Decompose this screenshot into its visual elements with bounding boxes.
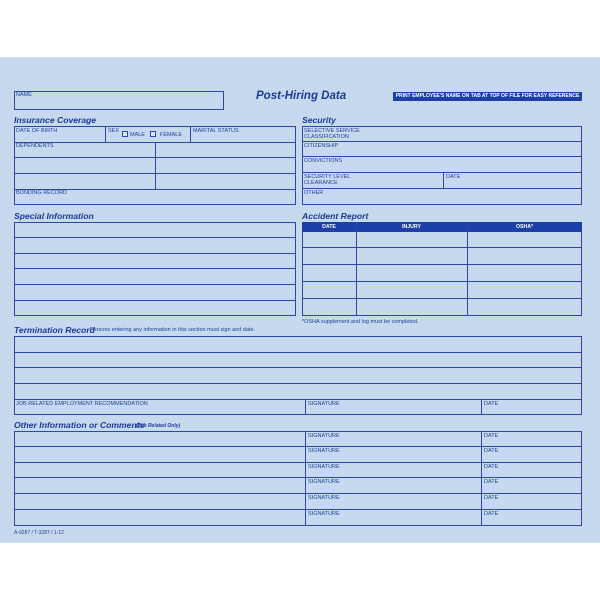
convictions-label: CONVICTIONS xyxy=(304,158,343,164)
termination-heading: Termination Record xyxy=(14,325,95,335)
other-signature-label: SIGNATURE xyxy=(308,495,340,501)
female-label: FEMALE xyxy=(160,132,183,138)
other-date-label: DATE xyxy=(484,511,499,517)
termination-rule xyxy=(14,399,582,400)
termination-rule xyxy=(14,383,582,384)
citizenship-label: CITIZENSHIP xyxy=(304,143,339,149)
termination-subtext: Persons entering any information in this section must sign and date. xyxy=(90,327,256,333)
other-rule xyxy=(14,477,582,478)
marital-status-label: MARITAL STATUS xyxy=(193,128,239,134)
special-information-rule xyxy=(14,253,296,254)
security-rule xyxy=(302,156,582,157)
special-information-rule xyxy=(14,284,296,285)
special-information-rule xyxy=(14,300,296,301)
termination-rule xyxy=(14,367,582,368)
accident-col-date: DATE xyxy=(322,224,336,230)
other-rule xyxy=(14,446,582,447)
other-signature-label: SIGNATURE xyxy=(308,511,340,517)
security-divider xyxy=(443,172,444,188)
security-level-label: SECURITY LEVEL xyxy=(304,174,351,180)
insurance-divider xyxy=(190,126,191,142)
female-checkbox[interactable] xyxy=(150,131,156,137)
insurance-heading: Insurance Coverage xyxy=(14,115,97,125)
other-information-subtext: (Job Related Only) xyxy=(136,423,181,429)
other-signature-label: SIGNATURE xyxy=(308,448,340,454)
sex-label: SEX xyxy=(108,128,120,134)
termination-rule xyxy=(14,352,582,353)
other-date-label: DATE xyxy=(484,495,499,501)
other-rule xyxy=(14,509,582,510)
other-rule xyxy=(14,493,582,494)
male-checkbox[interactable] xyxy=(122,131,128,137)
other-signature-label: SIGNATURE xyxy=(308,479,340,485)
other-date-label: DATE xyxy=(484,433,499,439)
accident-col-osha: OSHA* xyxy=(515,224,533,230)
security-rule xyxy=(302,188,582,189)
accident-report-heading: Accident Report xyxy=(302,211,369,221)
termination-divider xyxy=(481,399,482,415)
other-date-label: DATE xyxy=(484,479,499,485)
male-label: MALE xyxy=(130,132,145,138)
osha-footnote: *OSHA supplement and log must be completed. xyxy=(302,319,419,325)
other-information-heading: Other Information or Comments xyxy=(14,420,145,430)
special-information-rule xyxy=(14,237,296,238)
security-other-label: OTHER xyxy=(304,190,324,196)
other-rule xyxy=(14,462,582,463)
accident-divider xyxy=(467,222,468,316)
name-label: NAME xyxy=(16,92,32,98)
dependents-label: DEPENDENTS xyxy=(16,143,54,149)
form-code: A-9287 / T-3287 / 1-12 xyxy=(14,530,64,536)
accident-divider xyxy=(356,222,357,316)
special-information-rule xyxy=(14,268,296,269)
termination-date-label: DATE xyxy=(484,401,499,407)
insurance-divider xyxy=(105,126,106,142)
security-rule xyxy=(302,172,582,173)
security-date-label: DATE xyxy=(446,174,461,180)
other-signature-label: SIGNATURE xyxy=(308,464,340,470)
bonding-record-label: BONDING RECORD xyxy=(16,190,68,196)
termination-divider xyxy=(305,399,306,415)
date-of-birth-label: DATE OF BIRTH xyxy=(16,128,58,134)
accident-col-injury: INJURY xyxy=(402,224,421,230)
special-information-heading: Special Information xyxy=(14,211,94,221)
tab-instruction-banner: PRINT EMPLOYEE'S NAME ON TAB AT TOP OF FILE FOR EASY REFERENCE xyxy=(393,92,582,101)
insurance-divider xyxy=(155,142,156,189)
other-signature-label: SIGNATURE xyxy=(308,433,340,439)
other-date-label: DATE xyxy=(484,464,499,470)
classification-label: CLASSIFICATION xyxy=(304,134,349,140)
other-date-label: DATE xyxy=(484,448,499,454)
termination-signature-label: SIGNATURE xyxy=(308,401,340,407)
accident-rule xyxy=(302,281,582,282)
accident-report-box xyxy=(302,222,582,316)
form-title: Post-Hiring Data xyxy=(256,90,347,102)
name-field[interactable] xyxy=(14,91,224,110)
clearance-label: CLEARANCE xyxy=(304,180,338,186)
selective-service-label: SELECTIVE SERVICE xyxy=(304,128,360,134)
accident-rule xyxy=(302,298,582,299)
recommendation-label: JOB RELATED EMPLOYMENT RECOMMENDATION xyxy=(16,401,148,407)
security-rule xyxy=(302,141,582,142)
accident-rule xyxy=(302,247,582,248)
security-heading: Security xyxy=(302,115,336,125)
accident-rule xyxy=(302,264,582,265)
